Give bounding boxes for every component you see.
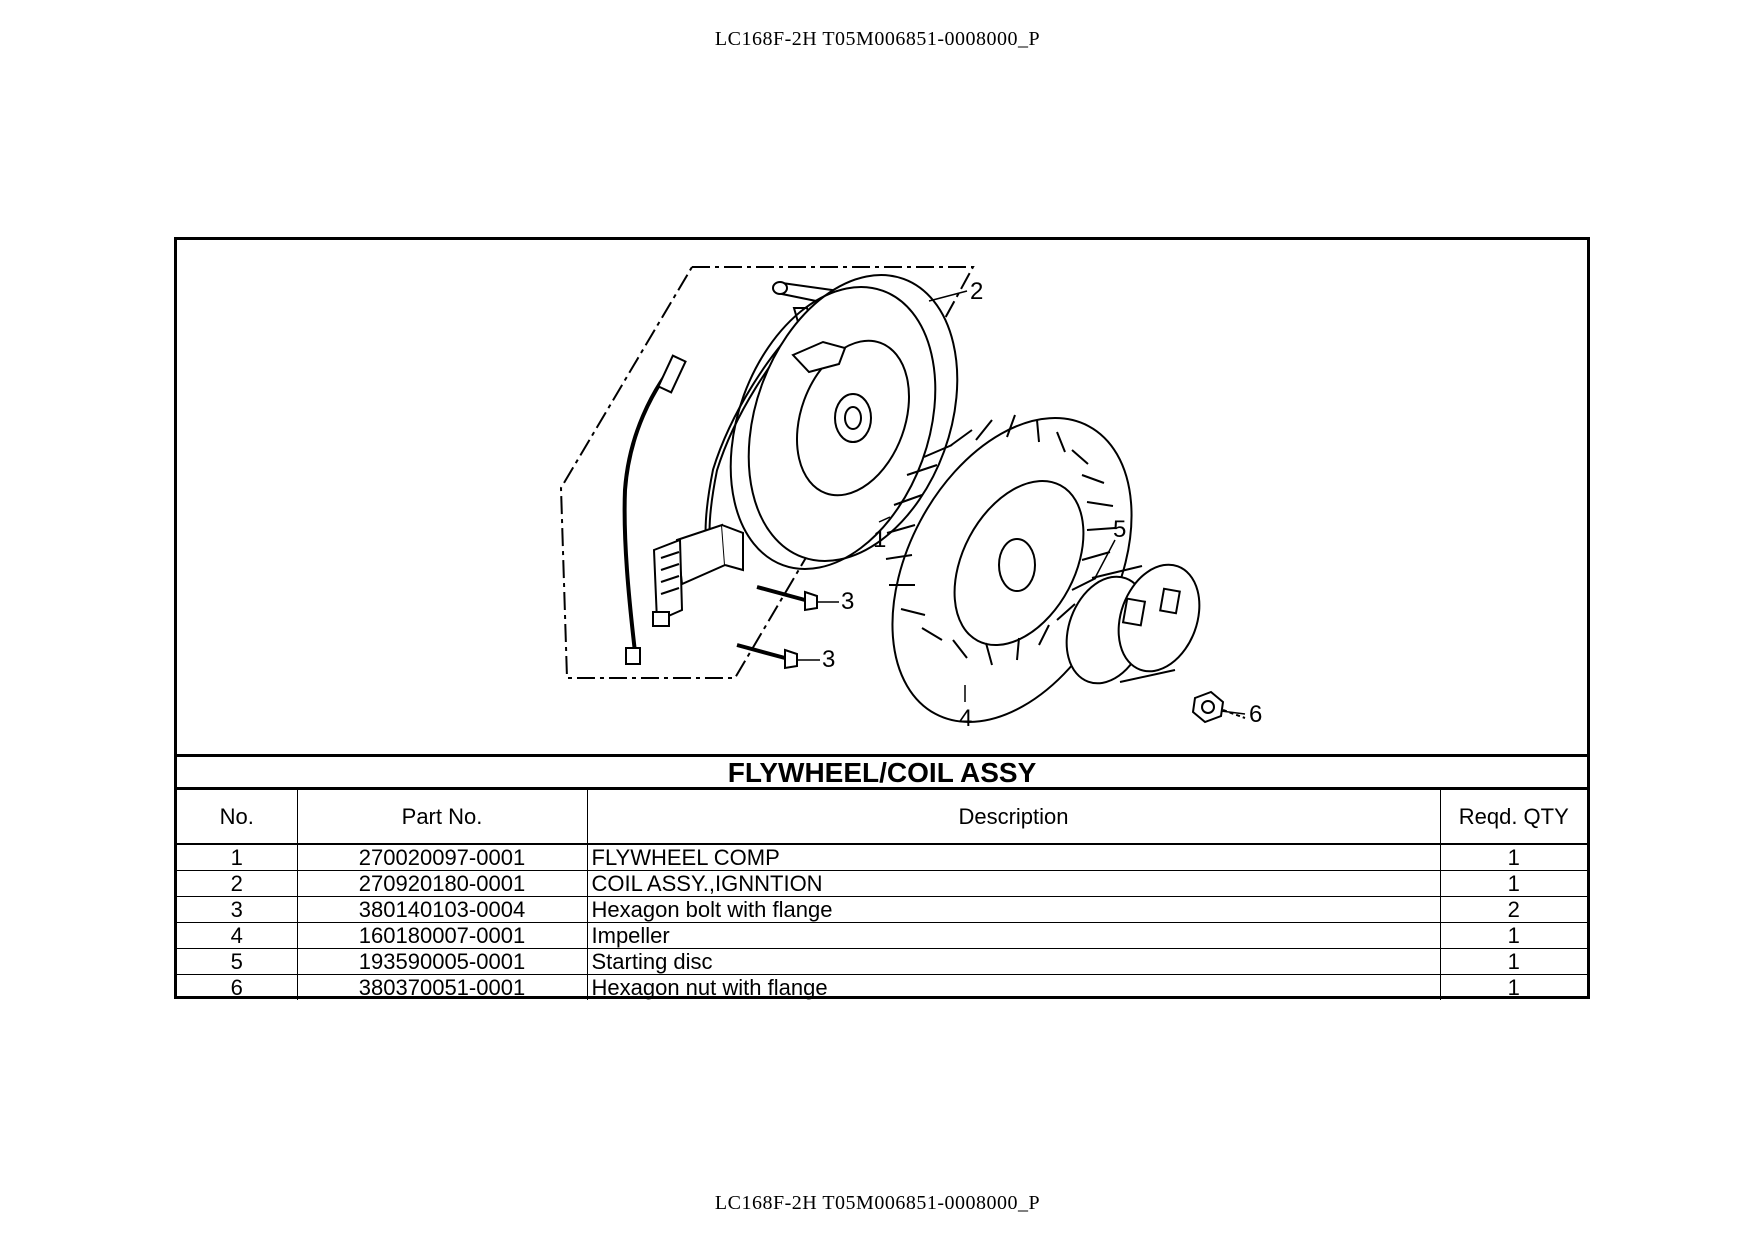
hex-nut-drawing	[1193, 692, 1245, 722]
section-title: FLYWHEEL/COIL ASSY	[177, 754, 1587, 790]
callout-1: 1	[873, 526, 887, 553]
table-row	[177, 844, 1587, 871]
callout-2: 2	[970, 278, 984, 305]
table-row	[177, 897, 1587, 923]
callout-4: 4	[959, 705, 973, 732]
row-qty: 1	[1440, 871, 1587, 897]
row-part-no: 270920180-0001	[297, 871, 587, 897]
page-footer-code: LC168F-2H T05M006851-0008000_P	[714, 1192, 1041, 1214]
row-description: Starting disc	[587, 949, 1440, 975]
row-part-no: 160180007-0001	[297, 923, 587, 949]
row-part-no: 380140103-0004	[297, 897, 587, 923]
row-no: 2	[177, 871, 297, 897]
row-qty: 2	[1440, 897, 1587, 923]
parts-frame	[174, 237, 1590, 999]
callout-6: 6	[1249, 701, 1263, 728]
row-part-no: 270020097-0001	[297, 844, 587, 871]
row-description: Hexagon nut with flange	[587, 975, 1440, 1001]
row-no: 5	[177, 949, 297, 975]
col-header-description: Description	[587, 790, 1440, 844]
parts-table	[177, 790, 1587, 1000]
callout-3-lower: 3	[822, 646, 836, 673]
col-header-part-no: Part No.	[297, 790, 587, 844]
page-header-code: LC168F-2H T05M006851-0008000_P	[714, 28, 1041, 50]
exploded-view-diagram	[177, 240, 1587, 754]
row-no: 4	[177, 923, 297, 949]
table-row	[177, 871, 1587, 897]
table-row	[177, 975, 1587, 1001]
row-part-no: 380370051-0001	[297, 975, 587, 1001]
row-qty: 1	[1440, 923, 1587, 949]
callout-3-upper: 3	[841, 588, 855, 615]
col-header-qty: Reqd. QTY	[1440, 790, 1587, 844]
table-row	[177, 923, 1587, 949]
row-qty: 1	[1440, 844, 1587, 871]
row-description: Impeller	[587, 923, 1440, 949]
row-qty: 1	[1507, 974, 1520, 1000]
row-description: Hexagon bolt with flange	[587, 897, 1440, 923]
col-header-no: No.	[177, 790, 297, 844]
row-no: 1	[177, 844, 297, 871]
callout-5: 5	[1113, 516, 1127, 543]
table-row	[177, 949, 1587, 975]
row-no: 3	[177, 897, 297, 923]
row-no: 6	[177, 975, 297, 1001]
row-description: FLYWHEEL COMP	[587, 844, 1440, 871]
table-header-row	[177, 790, 1587, 844]
row-description: COIL ASSY.,IGNNTION	[587, 871, 1440, 897]
row-part-no: 193590005-0001	[297, 949, 587, 975]
bolt-lower-drawing	[737, 645, 797, 668]
ignition-coil-drawing	[653, 525, 743, 626]
row-qty: 1	[1440, 949, 1587, 975]
